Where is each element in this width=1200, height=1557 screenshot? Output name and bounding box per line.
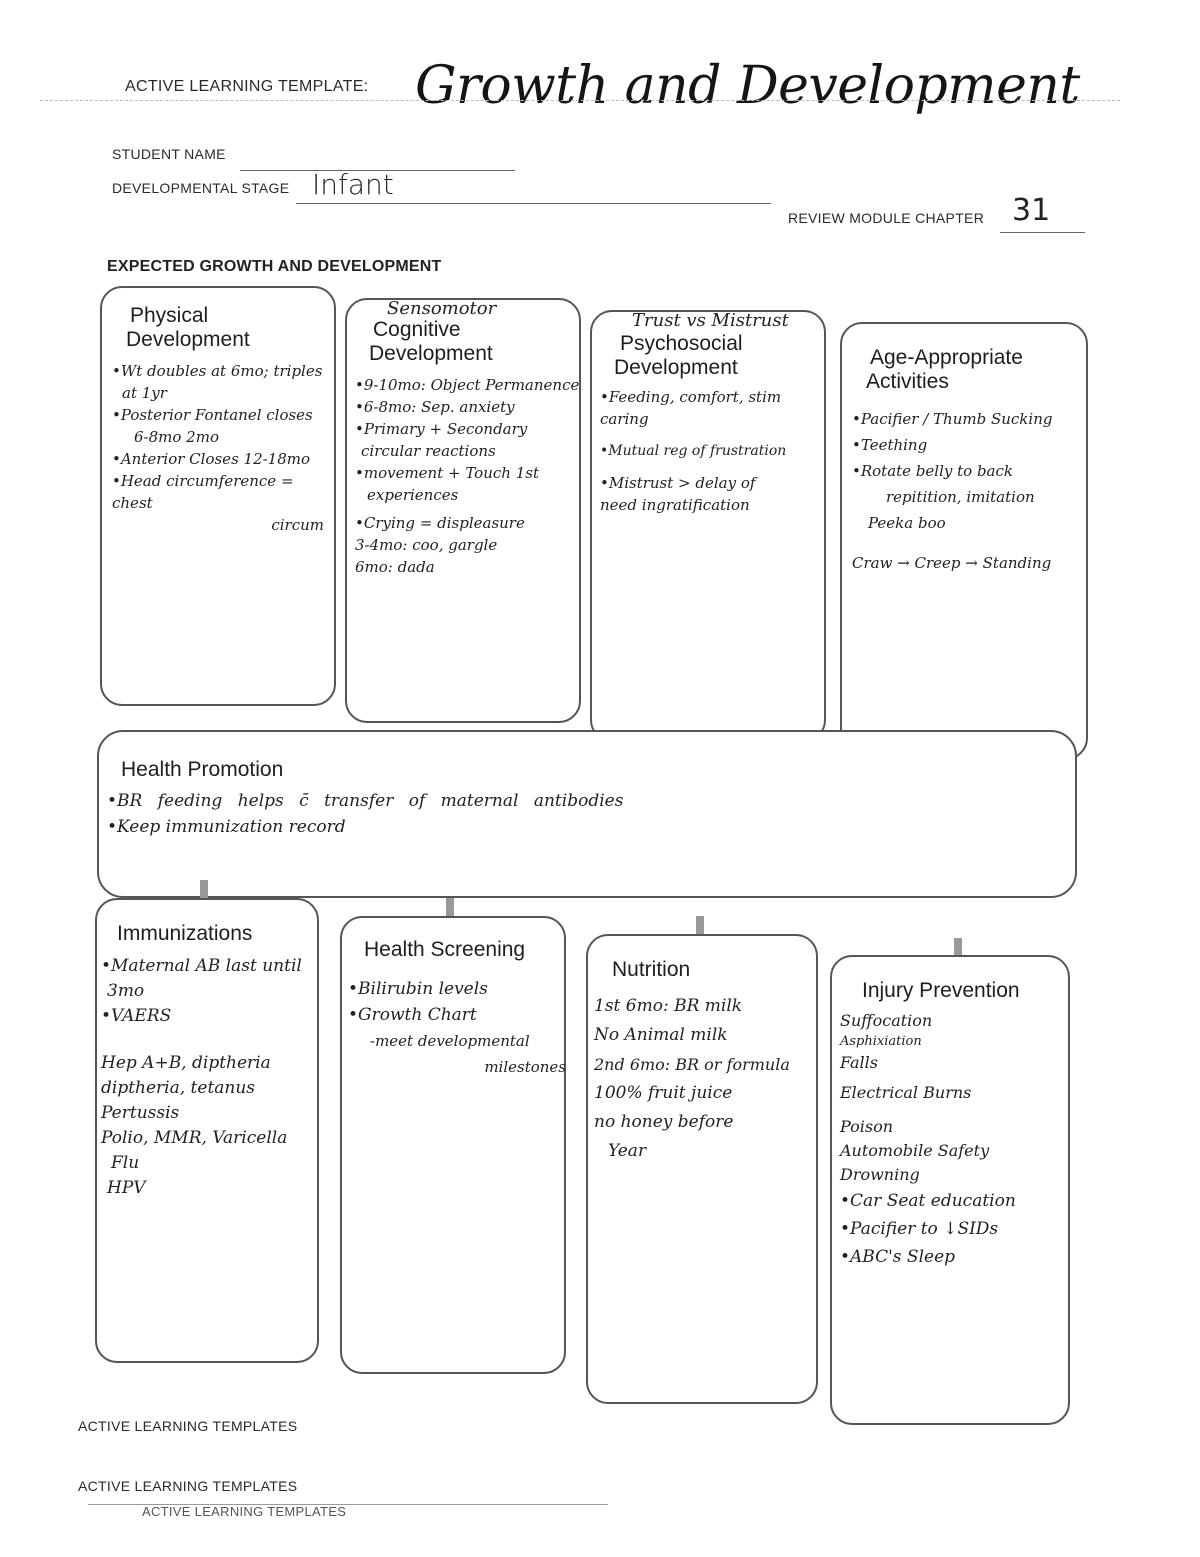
psychosocial-annotation: Trust vs Mistrust	[632, 310, 789, 331]
physical-title-line1: Physical	[130, 304, 209, 327]
template-label: ACTIVE LEARNING TEMPLATE:	[125, 78, 369, 95]
health-screening-note: milestones	[484, 1058, 566, 1076]
psychosocial-note: •Mistrust > delay of	[600, 474, 756, 492]
injury-note: Poison	[840, 1117, 894, 1136]
cognitive-notes	[355, 374, 581, 578]
nutrition-notes	[594, 992, 818, 1166]
developmental-stage-value[interactable]: Infant	[312, 168, 394, 201]
immunizations-title: Immunizations	[117, 922, 253, 945]
activities-title-line2: Activities	[866, 370, 949, 393]
student-name-label: STUDENT NAME	[112, 146, 226, 162]
nutrition-box	[586, 934, 818, 1404]
cognitive-note: •6-8mo: Sep. anxiety	[355, 398, 515, 416]
cognitive-note: •Primary + Secondary	[355, 420, 528, 438]
nutrition-title: Nutrition	[612, 958, 691, 981]
physical-note: at 1yr	[122, 384, 167, 402]
physical-note: •Anterior Closes 12-18mo	[112, 450, 311, 468]
immunizations-note: •Maternal AB last until	[101, 956, 302, 976]
activities-note: Craw → Creep → Standing	[852, 554, 1052, 572]
nutrition-note: 2nd 6mo: BR or formula	[594, 1055, 790, 1074]
header-rule	[40, 100, 1120, 101]
psychosocial-note: caring	[600, 410, 649, 428]
psychosocial-title-line1: Psychosocial	[620, 332, 743, 355]
health-promotion-notes	[107, 788, 1007, 840]
immunizations-note: Flu	[111, 1153, 140, 1173]
physical-notes	[112, 360, 332, 536]
immunizations-note: Pertussis	[101, 1103, 180, 1123]
nutrition-note: no honey before	[594, 1112, 734, 1132]
cognitive-note: experiences	[367, 486, 459, 504]
health-promotion-note: •Keep immunization record	[107, 817, 346, 837]
review-chapter-label: REVIEW MODULE CHAPTER	[788, 210, 985, 226]
review-chapter-line	[1000, 232, 1085, 233]
injury-note: Suffocation	[840, 1011, 933, 1030]
injury-note: Automobile Safety	[840, 1141, 990, 1160]
cognitive-annotation: Sensomotor	[387, 298, 497, 319]
activities-note: repitition, imitation	[886, 488, 1035, 506]
psychosocial-notes	[600, 386, 826, 516]
health-screening-box	[340, 916, 566, 1374]
age-appropriate-activities-box	[840, 322, 1088, 760]
developmental-stage-line	[296, 203, 771, 204]
activities-note: Peeka boo	[868, 514, 946, 532]
page-title: Growth and Development	[415, 56, 1080, 116]
physical-title-line2: Development	[126, 328, 250, 351]
health-promotion-note: •BR feeding helps c̄ transfer of maternal antibodies	[107, 791, 624, 811]
psychosocial-development-box	[590, 310, 826, 742]
immunizations-notes	[101, 954, 317, 1201]
physical-note: 6-8mo 2mo	[134, 428, 219, 446]
nutrition-note: No Animal milk	[594, 1025, 728, 1045]
nutrition-note: 100% fruit juice	[594, 1083, 733, 1103]
cognitive-note: •9-10mo: Object Permanence	[355, 376, 580, 394]
immunizations-note: HPV	[107, 1178, 146, 1198]
health-screening-note: •Growth Chart	[348, 1005, 477, 1025]
health-screening-note: •Bilirubin levels	[348, 979, 488, 999]
cognitive-note: •movement + Touch 1st	[355, 464, 539, 482]
immunizations-note: Polio, MMR, Varicella	[101, 1128, 288, 1148]
injury-note: Falls	[840, 1053, 878, 1072]
health-promotion-title: Health Promotion	[121, 758, 284, 781]
activities-note: •Pacifier / Thumb Sucking	[852, 410, 1053, 428]
physical-note: •Head circumference = chest	[112, 472, 294, 512]
footer-label: ACTIVE LEARNING TEMPLATES	[78, 1478, 298, 1494]
activities-note: •Rotate belly to back	[852, 462, 1013, 480]
health-promotion-box	[97, 730, 1077, 898]
injury-note: •ABC's Sleep	[840, 1247, 956, 1267]
physical-development-box	[100, 286, 336, 706]
developmental-stage-label: DEVELOPMENTAL STAGE	[112, 180, 290, 196]
health-screening-note: -meet developmental	[370, 1032, 530, 1050]
injury-note: Asphixiation	[840, 1034, 922, 1049]
injury-note: Electrical Burns	[840, 1083, 972, 1102]
injury-prevention-title: Injury Prevention	[862, 979, 1020, 1002]
physical-note: circum	[271, 516, 324, 534]
injury-note: Drowning	[840, 1165, 920, 1184]
nutrition-note: Year	[608, 1141, 647, 1161]
health-screening-title: Health Screening	[364, 938, 526, 961]
immunizations-note	[101, 1029, 317, 1051]
review-chapter-value[interactable]: 31	[1012, 193, 1051, 228]
cognitive-note: circular reactions	[361, 442, 496, 460]
psychosocial-title-line2: Development	[614, 356, 738, 379]
cognitive-development-box	[345, 298, 581, 723]
psychosocial-note: •Feeding, comfort, stim	[600, 388, 782, 406]
activities-notes	[852, 406, 1088, 576]
cognitive-note: •Crying = displeasure	[355, 514, 525, 532]
nutrition-note: 1st 6mo: BR milk	[594, 996, 743, 1016]
injury-prevention-box	[830, 955, 1070, 1425]
psychosocial-note: •Mutual reg of frustration	[600, 443, 787, 459]
immunizations-note: 3mo	[107, 981, 145, 1001]
physical-note: •Posterior Fontanel closes	[112, 406, 313, 424]
immunizations-box	[95, 898, 319, 1363]
cognitive-note: 6mo: dada	[355, 558, 435, 576]
activities-title-line1: Age-Appropriate	[870, 346, 1023, 369]
footer-label: ACTIVE LEARNING TEMPLATES	[78, 1418, 298, 1434]
cognitive-title-line2: Development	[369, 342, 493, 365]
section-heading: EXPECTED GROWTH AND DEVELOPMENT	[107, 258, 442, 275]
physical-note: •Wt doubles at 6mo; triples	[112, 362, 323, 380]
health-screening-notes	[348, 976, 568, 1080]
injury-note: •Pacifier to ↓SIDs	[840, 1219, 999, 1239]
immunizations-note: diptheria, tetanus	[101, 1078, 256, 1098]
footer-rule	[88, 1504, 608, 1505]
psychosocial-note: need ingratification	[600, 496, 750, 514]
footer-label: ACTIVE LEARNING TEMPLATES	[142, 1504, 347, 1519]
cognitive-note: 3-4mo: coo, gargle	[355, 536, 498, 554]
immunizations-note: Hep A+B, diptheria	[101, 1053, 271, 1073]
immunizations-note: •VAERS	[101, 1006, 172, 1026]
injury-prevention-notes	[840, 1009, 1070, 1271]
cognitive-title-line1: Cognitive	[373, 318, 461, 341]
injury-note: •Car Seat education	[840, 1191, 1016, 1211]
activities-note: •Teething	[852, 436, 928, 454]
